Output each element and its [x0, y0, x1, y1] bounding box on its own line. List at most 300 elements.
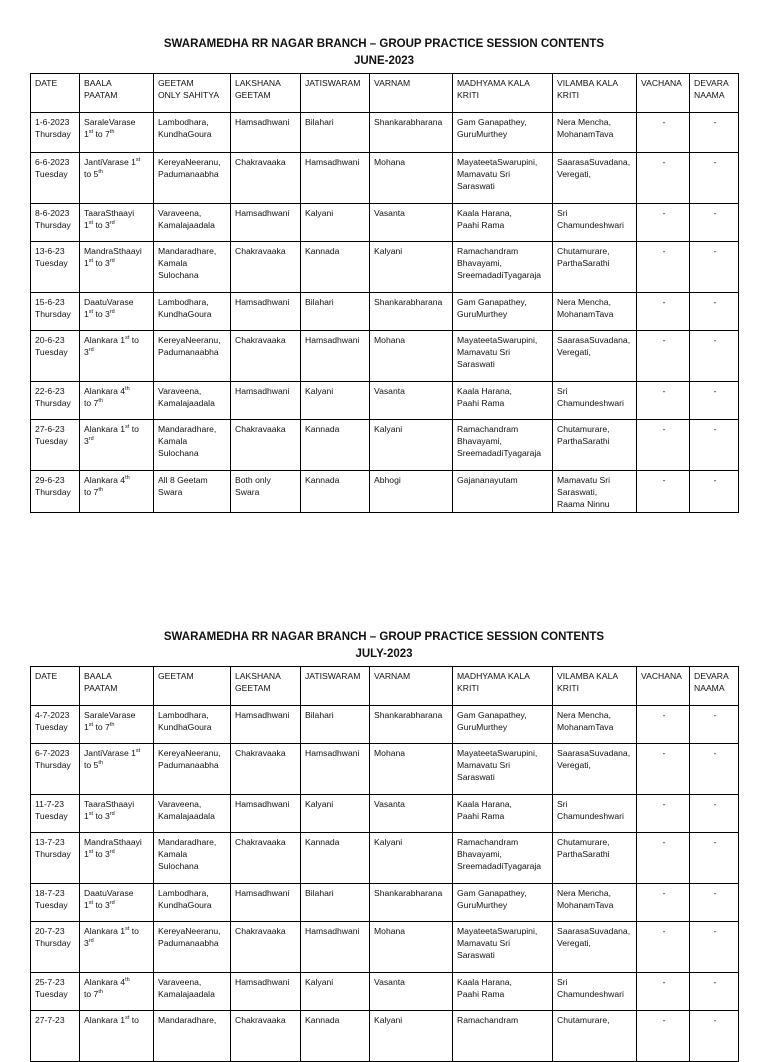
cell-line: Kaala Harana,	[457, 977, 512, 987]
cell-line: Thursday	[35, 309, 71, 319]
cell-line: Veregati,	[557, 938, 591, 948]
cell-line: Sri	[557, 208, 568, 218]
cell-line: Alankara 1st to	[84, 424, 139, 434]
cell-vilamba-kala-kriti	[553, 153, 637, 204]
cell-lakshana-geetam	[231, 382, 301, 420]
cell-madhyama-kala-kriti	[453, 331, 553, 382]
cell-line: Chamundeshwari	[557, 811, 624, 821]
cell-line: Hamsadhwani	[305, 157, 360, 167]
cell-line: JATISWARAM	[305, 78, 361, 88]
cell-line: -	[713, 710, 717, 720]
cell-devara-naama	[690, 744, 739, 795]
cell-line: Mandaradhare,	[158, 424, 217, 434]
cell-madhyama-kala-kriti	[453, 420, 553, 471]
header-vilamba-kala-kriti	[553, 74, 637, 113]
cell-vachana	[637, 884, 690, 922]
cell-geetam	[154, 833, 231, 884]
header-lakshana-geetam	[231, 667, 301, 706]
cell-line: Sulochana	[158, 448, 199, 458]
header-lakshana-geetam	[231, 74, 301, 113]
cell-line: -	[713, 475, 717, 485]
cell-line: Saraswati	[457, 950, 495, 960]
cell-line: ParthaSarathi	[557, 849, 610, 859]
cell-baala-paatam	[80, 706, 154, 744]
cell-line: GuruMurthey	[457, 129, 508, 139]
cell-line: Vasanta	[374, 977, 405, 987]
cell-baala-paatam	[80, 293, 154, 331]
cell-line: -	[713, 977, 717, 987]
cell-madhyama-kala-kriti	[453, 744, 553, 795]
cell-line: 6-6-2023	[35, 157, 70, 167]
cell-line: DATE	[35, 671, 58, 681]
cell-line: DATE	[35, 78, 58, 88]
cell-vilamba-kala-kriti	[553, 204, 637, 242]
cell-line: Bhavayami,	[457, 436, 502, 446]
cell-line: Varaveena,	[158, 799, 202, 809]
cell-line: 25-7-23	[35, 977, 65, 987]
cell-line: Chakravaaka	[235, 748, 286, 758]
cell-line: Alankara 1st to	[84, 926, 139, 936]
cell-line: Tuesday	[35, 989, 68, 999]
cell-line: Kaala Harana,	[457, 799, 512, 809]
cell-line: GEETAM	[158, 78, 194, 88]
table-row	[31, 744, 739, 795]
cell-line: Mandaradhare,	[158, 1015, 217, 1025]
cell-line: 27-6-23	[35, 424, 65, 434]
cell-devara-naama	[690, 242, 739, 293]
cell-geetam	[154, 973, 231, 1011]
cell-line: -	[662, 386, 666, 396]
cell-lakshana-geetam	[231, 706, 301, 744]
cell-geetam	[154, 153, 231, 204]
cell-line: Kaala Harana,	[457, 386, 512, 396]
cell-jatiswaram	[301, 153, 370, 204]
cell-vachana	[637, 833, 690, 884]
cell-madhyama-kala-kriti	[453, 382, 553, 420]
cell-line: Raama Ninnu	[557, 499, 610, 509]
cell-line: 1st to 3rd	[84, 900, 115, 910]
cell-devara-naama	[690, 204, 739, 242]
cell-baala-paatam	[80, 153, 154, 204]
cell-jatiswaram	[301, 204, 370, 242]
cell-line: Kalyani	[374, 1015, 403, 1025]
cell-line: Lambodhara,	[158, 710, 209, 720]
cell-baala-paatam	[80, 382, 154, 420]
cell-line: KereyaNeeranu,	[158, 335, 221, 345]
cell-line: Abhogi	[374, 475, 401, 485]
cell-line: Nera Mencha,	[557, 117, 611, 127]
schedule-table	[30, 73, 739, 513]
cell-line: JantiVarase 1st	[84, 748, 141, 758]
cell-line: Sri	[557, 799, 568, 809]
cell-jatiswaram	[301, 293, 370, 331]
cell-vachana	[637, 153, 690, 204]
cell-line: Varaveena,	[158, 977, 202, 987]
cell-line: TaaraSthaayi	[84, 799, 135, 809]
cell-line: -	[713, 1015, 717, 1025]
cell-line: Kamalajaadala	[158, 811, 215, 821]
cell-madhyama-kala-kriti	[453, 706, 553, 744]
cell-line: 15-6-23	[35, 297, 65, 307]
cell-geetam	[154, 471, 231, 513]
cell-varnam	[370, 153, 453, 204]
cell-line: Paahi Rama	[457, 989, 505, 999]
cell-line: KereyaNeeranu,	[158, 926, 221, 936]
cell-madhyama-kala-kriti	[453, 113, 553, 153]
cell-line: NAAMA	[694, 683, 725, 693]
cell-madhyama-kala-kriti	[453, 242, 553, 293]
cell-devara-naama	[690, 293, 739, 331]
cell-vachana	[637, 744, 690, 795]
cell-line: KRITI	[557, 90, 579, 100]
cell-line: Tuesday	[35, 436, 68, 446]
cell-lakshana-geetam	[231, 471, 301, 513]
cell-vilamba-kala-kriti	[553, 706, 637, 744]
header-madhyama-kala-kriti	[453, 74, 553, 113]
cell-line: DaatuVarase	[84, 888, 134, 898]
cell-line: -	[662, 837, 666, 847]
cell-jatiswaram	[301, 471, 370, 513]
cell-devara-naama	[690, 382, 739, 420]
cell-line: -	[662, 888, 666, 898]
cell-jatiswaram	[301, 973, 370, 1011]
cell-line: 20-6-23	[35, 335, 65, 345]
cell-line: Gam Ganapathey,	[457, 710, 527, 720]
cell-line: Hamsadhwani	[235, 297, 290, 307]
cell-line: -	[713, 386, 717, 396]
cell-line: Kamalajaadala	[158, 220, 215, 230]
cell-jatiswaram	[301, 420, 370, 471]
cell-madhyama-kala-kriti	[453, 795, 553, 833]
header-row	[31, 74, 739, 113]
cell-jatiswaram	[301, 922, 370, 973]
cell-line: Kalyani	[374, 424, 403, 434]
cell-line: Thursday	[35, 129, 71, 139]
cell-lakshana-geetam	[231, 204, 301, 242]
header-baala-paatam	[80, 667, 154, 706]
header-varnam	[370, 74, 453, 113]
cell-line: Kannada	[305, 424, 340, 434]
table-row	[31, 1011, 739, 1062]
cell-line: -	[713, 117, 717, 127]
cell-line: GEETAM	[235, 683, 271, 693]
cell-line: Mamavatu Sri	[457, 760, 511, 770]
cell-varnam	[370, 922, 453, 973]
cell-line: Chakravaaka	[235, 335, 286, 345]
cell-line: SaarasaSuvadana,	[557, 926, 631, 936]
cell-line: NAAMA	[694, 90, 725, 100]
cell-line: Chakravaaka	[235, 246, 286, 256]
table-row	[31, 242, 739, 293]
cell-line: SaraleVarase	[84, 117, 136, 127]
cell-line: Mamavatu Sri	[457, 169, 511, 179]
cell-jatiswaram	[301, 706, 370, 744]
table-row	[31, 884, 739, 922]
cell-line: to 5th	[84, 169, 103, 179]
table-row	[31, 833, 739, 884]
cell-line: KundhaGoura	[158, 309, 212, 319]
cell-line: Kaala Harana,	[457, 208, 512, 218]
table-row	[31, 113, 739, 153]
cell-line: Nera Mencha,	[557, 710, 611, 720]
table-row	[31, 204, 739, 242]
cell-line: -	[662, 424, 666, 434]
cell-line: VARNAM	[374, 78, 411, 88]
cell-lakshana-geetam	[231, 113, 301, 153]
cell-line: Chutamurare,	[557, 1015, 610, 1025]
header-madhyama-kala-kriti	[453, 667, 553, 706]
schedule-table	[30, 666, 739, 1062]
cell-line: VILAMBA KALA	[557, 671, 619, 681]
cell-line: Saraswati,	[557, 487, 598, 497]
cell-line: -	[662, 475, 666, 485]
cell-varnam	[370, 1011, 453, 1062]
cell-line: Kannada	[305, 475, 340, 485]
cell-vilamba-kala-kriti	[553, 331, 637, 382]
cell-line: PAATAM	[84, 683, 118, 693]
cell-madhyama-kala-kriti	[453, 1011, 553, 1062]
cell-date	[31, 706, 80, 744]
cell-lakshana-geetam	[231, 331, 301, 382]
cell-line: Alankara 1st to	[84, 1015, 139, 1025]
cell-line: Thursday	[35, 487, 71, 497]
cell-varnam	[370, 833, 453, 884]
cell-line: Kalyani	[305, 386, 334, 396]
cell-line: Mandaradhare,	[158, 837, 217, 847]
cell-lakshana-geetam	[231, 293, 301, 331]
cell-line: Varaveena,	[158, 386, 202, 396]
cell-line: Varaveena,	[158, 208, 202, 218]
section-month: JULY-2023	[355, 648, 413, 660]
cell-jatiswaram	[301, 795, 370, 833]
cell-line: -	[662, 977, 666, 987]
cell-line: DaatuVarase	[84, 297, 134, 307]
cell-line: Saraswati	[457, 181, 495, 191]
cell-line: Ramachandram	[457, 246, 519, 256]
cell-line: Shankarabharana	[374, 710, 443, 720]
cell-geetam	[154, 204, 231, 242]
cell-jatiswaram	[301, 884, 370, 922]
cell-date	[31, 1011, 80, 1062]
header-geetam	[154, 74, 231, 113]
cell-line: BAALA	[84, 671, 112, 681]
cell-devara-naama	[690, 884, 739, 922]
cell-line: Tuesday	[35, 169, 68, 179]
cell-line: KundhaGoura	[158, 900, 212, 910]
cell-devara-naama	[690, 331, 739, 382]
cell-line: Thursday	[35, 398, 71, 408]
cell-varnam	[370, 973, 453, 1011]
cell-devara-naama	[690, 113, 739, 153]
cell-jatiswaram	[301, 744, 370, 795]
cell-line: Paahi Rama	[457, 398, 505, 408]
cell-line: Hamsadhwani	[235, 799, 290, 809]
cell-date	[31, 744, 80, 795]
section-title: SWARAMEDHA RR NAGAR BRANCH – GROUP PRACTICE SESSION CONTENTS	[163, 38, 605, 50]
cell-line: GuruMurthey	[457, 309, 508, 319]
cell-line: Gajananayutam	[457, 475, 518, 485]
cell-line: -	[713, 297, 717, 307]
cell-line: LAKSHANA	[235, 671, 281, 681]
cell-line: Mandaradhare,	[158, 246, 217, 256]
cell-date	[31, 331, 80, 382]
cell-line: Chamundeshwari	[557, 398, 624, 408]
cell-geetam	[154, 795, 231, 833]
section-title: SWARAMEDHA RR NAGAR BRANCH – GROUP PRACTICE SESSION CONTENTS	[163, 631, 605, 643]
cell-geetam	[154, 744, 231, 795]
cell-line: MADHYAMA KALA	[457, 671, 530, 681]
cell-line: -	[713, 748, 717, 758]
cell-baala-paatam	[80, 884, 154, 922]
cell-line: Shankarabharana	[374, 117, 443, 127]
cell-line: Ramachandram	[457, 837, 519, 847]
cell-date	[31, 242, 80, 293]
cell-line: KundhaGoura	[158, 129, 212, 139]
cell-jatiswaram	[301, 113, 370, 153]
cell-line: Sri	[557, 386, 568, 396]
cell-vachana	[637, 922, 690, 973]
cell-jatiswaram	[301, 833, 370, 884]
cell-varnam	[370, 204, 453, 242]
cell-varnam	[370, 331, 453, 382]
cell-line: 1st to 3rd	[84, 309, 115, 319]
cell-devara-naama	[690, 471, 739, 513]
cell-date	[31, 204, 80, 242]
cell-line: -	[713, 208, 717, 218]
cell-line: to 7th	[84, 398, 103, 408]
cell-line: Both only	[235, 475, 271, 485]
cell-line: KereyaNeeranu,	[158, 157, 221, 167]
cell-geetam	[154, 420, 231, 471]
cell-vachana	[637, 204, 690, 242]
cell-baala-paatam	[80, 113, 154, 153]
cell-vachana	[637, 242, 690, 293]
cell-line: KRITI	[557, 683, 579, 693]
header-date	[31, 74, 80, 113]
cell-vilamba-kala-kriti	[553, 833, 637, 884]
cell-line: JATISWARAM	[305, 671, 361, 681]
cell-line: 13-6-23	[35, 246, 65, 256]
cell-lakshana-geetam	[231, 833, 301, 884]
cell-line: Bhavayami,	[457, 849, 502, 859]
cell-line: Hamsadhwani	[235, 208, 290, 218]
table-row	[31, 471, 739, 513]
cell-line: Kamalajaadala	[158, 989, 215, 999]
cell-geetam	[154, 242, 231, 293]
cell-line: Ramachandram	[457, 1015, 519, 1025]
cell-line: Thursday	[35, 220, 71, 230]
cell-line: Chamundeshwari	[557, 220, 624, 230]
cell-line: 3rd	[84, 347, 94, 357]
cell-line: 1st to 7th	[84, 129, 115, 139]
cell-vachana	[637, 331, 690, 382]
cell-vachana	[637, 113, 690, 153]
cell-line: 1st to 3rd	[84, 258, 115, 268]
cell-line: Padumanaabha	[158, 169, 219, 179]
cell-line: DEVARA	[694, 671, 729, 681]
cell-line: MayateetaSwarupini,	[457, 926, 538, 936]
cell-line: Sri	[557, 977, 568, 987]
cell-line: -	[662, 926, 666, 936]
cell-lakshana-geetam	[231, 1011, 301, 1062]
header-vilamba-kala-kriti	[553, 667, 637, 706]
cell-geetam	[154, 706, 231, 744]
cell-line: VARNAM	[374, 671, 411, 681]
cell-baala-paatam	[80, 1011, 154, 1062]
cell-line: Saraswati	[457, 772, 495, 782]
cell-line: Kamala	[158, 436, 188, 446]
cell-line: Nera Mencha,	[557, 888, 611, 898]
cell-vachana	[637, 795, 690, 833]
cell-line: Veregati,	[557, 169, 591, 179]
cell-line: All 8 Geetam	[158, 475, 208, 485]
cell-varnam	[370, 293, 453, 331]
cell-date	[31, 113, 80, 153]
cell-line: Bhavayami,	[457, 258, 502, 268]
cell-line: TaaraSthaayi	[84, 208, 135, 218]
cell-line: Gam Ganapathey,	[457, 297, 527, 307]
cell-line: -	[662, 297, 666, 307]
cell-varnam	[370, 884, 453, 922]
cell-line: KundhaGoura	[158, 722, 212, 732]
cell-devara-naama	[690, 706, 739, 744]
header-vachana	[637, 74, 690, 113]
cell-baala-paatam	[80, 922, 154, 973]
cell-line: MohanamTava	[557, 900, 614, 910]
cell-line: Kamalajaadala	[158, 398, 215, 408]
cell-vilamba-kala-kriti	[553, 420, 637, 471]
cell-line: to 7th	[84, 487, 103, 497]
cell-date	[31, 471, 80, 513]
cell-varnam	[370, 795, 453, 833]
cell-line: Lambodhara,	[158, 888, 209, 898]
cell-line: VACHANA	[641, 78, 682, 88]
cell-line: Gam Ganapathey,	[457, 117, 527, 127]
cell-baala-paatam	[80, 833, 154, 884]
cell-line: Bilahari	[305, 117, 334, 127]
cell-line: -	[662, 157, 666, 167]
cell-line: -	[662, 710, 666, 720]
cell-line: Vasanta	[374, 386, 405, 396]
cell-vilamba-kala-kriti	[553, 382, 637, 420]
cell-vilamba-kala-kriti	[553, 1011, 637, 1062]
cell-devara-naama	[690, 153, 739, 204]
cell-line: MayateetaSwarupini,	[457, 748, 538, 758]
cell-line: -	[713, 888, 717, 898]
cell-madhyama-kala-kriti	[453, 293, 553, 331]
cell-vachana	[637, 471, 690, 513]
cell-madhyama-kala-kriti	[453, 833, 553, 884]
cell-line: VILAMBA KALA	[557, 78, 619, 88]
cell-devara-naama	[690, 922, 739, 973]
header-devara-naama	[690, 74, 739, 113]
header-geetam	[154, 667, 231, 706]
cell-line: Tuesday	[35, 900, 68, 910]
header-date	[31, 667, 80, 706]
cell-devara-naama	[690, 1011, 739, 1062]
cell-line: 20-7-23	[35, 926, 65, 936]
cell-line: Kamala	[158, 258, 188, 268]
cell-lakshana-geetam	[231, 884, 301, 922]
cell-line: ONLY SAHITYA	[158, 90, 220, 100]
cell-line: MohanamTava	[557, 309, 614, 319]
cell-line: Alankara 4th	[84, 475, 130, 485]
cell-line: Bilahari	[305, 710, 334, 720]
cell-lakshana-geetam	[231, 973, 301, 1011]
cell-vilamba-kala-kriti	[553, 113, 637, 153]
cell-line: Hamsadhwani	[305, 748, 360, 758]
cell-line: Chakravaaka	[235, 424, 286, 434]
